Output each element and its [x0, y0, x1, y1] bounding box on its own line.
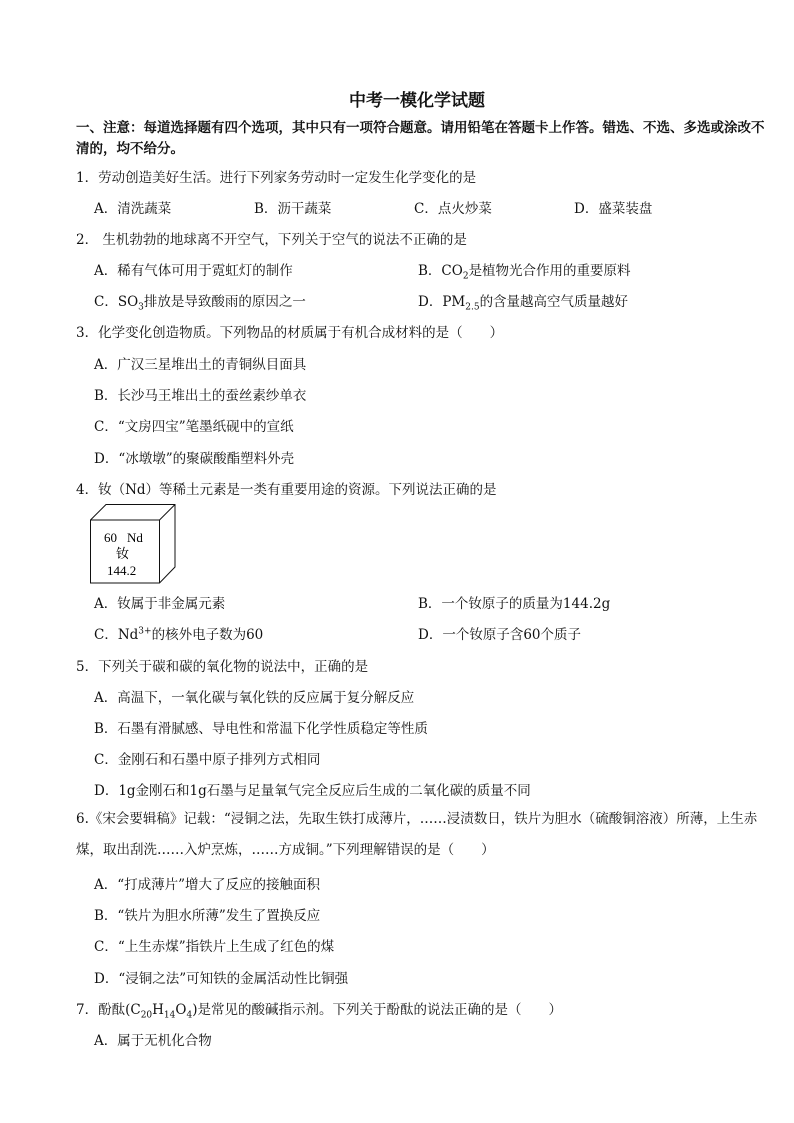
question-2: 2． 生机勃勃的地球离不开空气，下列关于空气的说法不正确的是 [76, 232, 467, 248]
question-1: 1．劳动创造美好生活。进行下列家务劳动时一定发生化学变化的是 [76, 170, 477, 186]
element-symbol: Nd [127, 530, 143, 545]
option-a: A．“打成薄片”增大了反应的接触面积 [94, 877, 321, 893]
option-c: C．$SO_3$排放是导致酸雨的原因之一 [94, 294, 306, 313]
option-c: C．“文房四宝”笔墨纸砚中的宣纸 [94, 419, 294, 435]
element-name: 钕 [116, 546, 130, 561]
atomic-number: 60 [104, 530, 117, 545]
page-title: 中考一模化学试题 [349, 91, 485, 111]
question-5: 5．下列关于碳和碳的氧化物的说法中，正确的是 [76, 659, 369, 675]
atomic-mass: 144.2 [107, 563, 137, 578]
option-b: B．$CO_2$是植物光合作用的重要原料 [418, 263, 631, 282]
question-3: 3．化学变化创造物质。下列物品的材质属于有机合成材料的是（ ） [76, 325, 504, 341]
question-4: 4．钕（Nd）等稀土元素是一类有重要用途的资源。下列说法正确的是 [76, 482, 497, 498]
option-c: C．“上生赤煤”指铁片上生成了红色的煤 [94, 939, 335, 955]
option-d: D．$PM_{2.5}$的含量越高空气质量越好 [418, 294, 629, 313]
option-d: D．“冰墩墩”的聚碳酸酯塑料外壳 [94, 451, 295, 467]
question-1-options [94, 197, 734, 217]
question-7: 7．酚酞$(C_{20}H_{14}O_4)$是常见的酸碱指示剂。下列关于酚酞的说法正确的是（ ） [76, 1002, 562, 1021]
option-a: A．高温下，一氧化碳与氧化铁的反应属于复分解反应 [94, 690, 415, 706]
element-cube-figure [90, 504, 182, 584]
option-a: A．稀有气体可用于霓虹灯的制作 [94, 263, 293, 279]
option-d: D．1g金刚石和1g石墨与足量氧气完全反应后生成的二氧化碳的质量不同 [94, 783, 531, 799]
option-a: A．属于无机化合物 [94, 1033, 212, 1049]
option-a: A．广汉三星堆出土的青铜纵目面具 [94, 357, 307, 373]
option-b: B．沥干蔬菜 [254, 201, 332, 217]
option-b: B．一个钕原子的质量为144.2g [418, 596, 611, 612]
question-6: 6.《宋会要辑稿》记载：“浸铜之法，先取生铁打成薄片，……浸渍数日，铁片为胆水（硫酸铜溶液）所薄，上生赤煤，取出刮洗……入炉烹炼，……方成铜。”下列理解错误的是（ ） [76, 811, 758, 858]
option-b: B．石墨有滑腻感、导电性和常温下化学性质稳定等性质 [94, 721, 428, 737]
option-d: D．盛菜装盘 [574, 201, 653, 217]
option-c: C．点火炒菜 [414, 201, 492, 217]
option-a: A．钕属于非金属元素 [94, 596, 226, 612]
option-b: B．长沙马王堆出土的蚕丝素纱单衣 [94, 388, 307, 404]
section-instructions: 一、注意：每道选择题有四个选项，其中只有一项符合题意。请用铅笔在答题卡上作答。错选、不选、多选或涂改不清的，均不给分。 [76, 120, 765, 157]
option-d: D．一个钕原子含60个质子 [418, 627, 582, 643]
option-c: C．$Nd^{3+}$的核外电子数为60 [94, 626, 264, 643]
option-d: D．“浸铜之法”可知铁的金属活动性比铜强 [94, 971, 349, 987]
option-b: B．“铁片为胆水所薄”发生了置换反应 [94, 908, 321, 924]
option-a: A．清洗蔬菜 [94, 201, 172, 217]
option-c: C．金刚石和石墨中原子排列方式相同 [94, 752, 321, 768]
